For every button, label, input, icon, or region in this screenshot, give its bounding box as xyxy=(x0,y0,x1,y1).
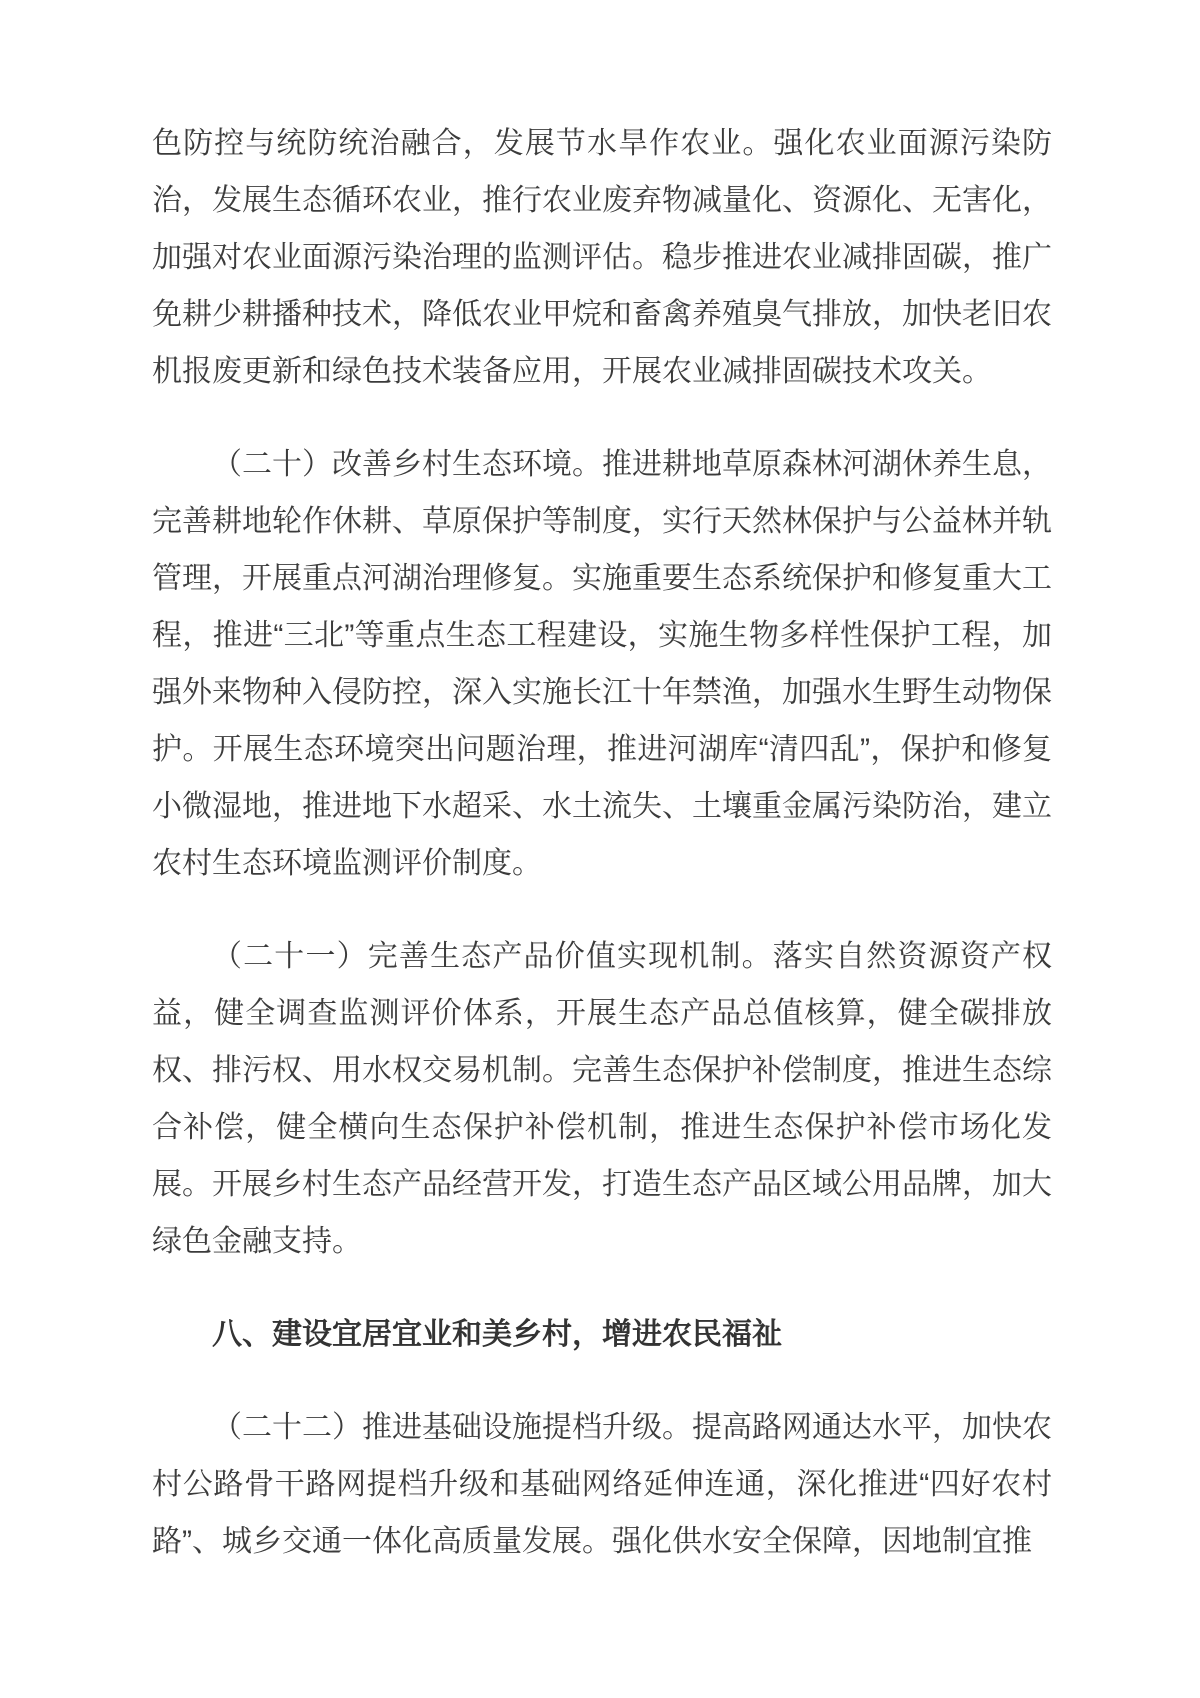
paragraph-continuation: 色防控与统防统治融合，发展节水旱作农业。强化农业面源污染防治，发展生态循环农业，推行农业废弃物减量化、资源化、无害化，加强对农业面源污染治理的监测评估。稳步推进农业减排固碳，推广免耕少耕播种技术，降低农业甲烷和畜禽养殖臭气排放，加快老旧农机报废更新和绿色技术装备应用，开展农业减排固碳技术攻关。 xyxy=(152,127,1052,388)
paragraph-item-21: （二十一）完善生态产品价值实现机制。落实自然资源资产权益，健全调查监测评价体系，开展生态产品总值核算，健全碳排放权、排污权、用水权交易机制。完善生态保护补偿制度，推进生态综合补偿，健全横向生态保护补偿机制，推进生态保护补偿市场化发展。开展乡村生态产品经营开发，打造生态产品区域公用品牌，加大绿色金融支持。 xyxy=(152,940,1052,1258)
paragraph-item-20: （二十）改善乡村生态环境。推进耕地草原森林河湖休养生息，完善耕地轮作休耕、草原保护等制度，实行天然林保护与公益林并轨管理，开展重点河湖治理修复。实施重要生态系统保护和修复重大工程，推进“三北”等重点生态工程建设，实施生物多样性保护工程，加强外来物种入侵防控，深入实施长江十年禁渔，加强水生野生动物保护。开展生态环境突出问题治理，推进河湖库“清四乱”，保护和修复小微湿地，推进地下水超采、水土流失、土壤重金属污染防治，建立农村生态环境监测评价制度。 xyxy=(152,448,1052,880)
section-heading: 八、建设宜居宜业和美乡村，增进农民福祉 xyxy=(212,1318,782,1351)
paragraph-item-22: （二十二）推进基础设施提档升级。提高路网通达水平，加快农村公路骨干路网提档升级和基础网络延伸连通，深化推进“四好农村路”、城乡交通一体化高质量发展。强化供水安全保障，因地制宜推 xyxy=(152,1411,1052,1558)
